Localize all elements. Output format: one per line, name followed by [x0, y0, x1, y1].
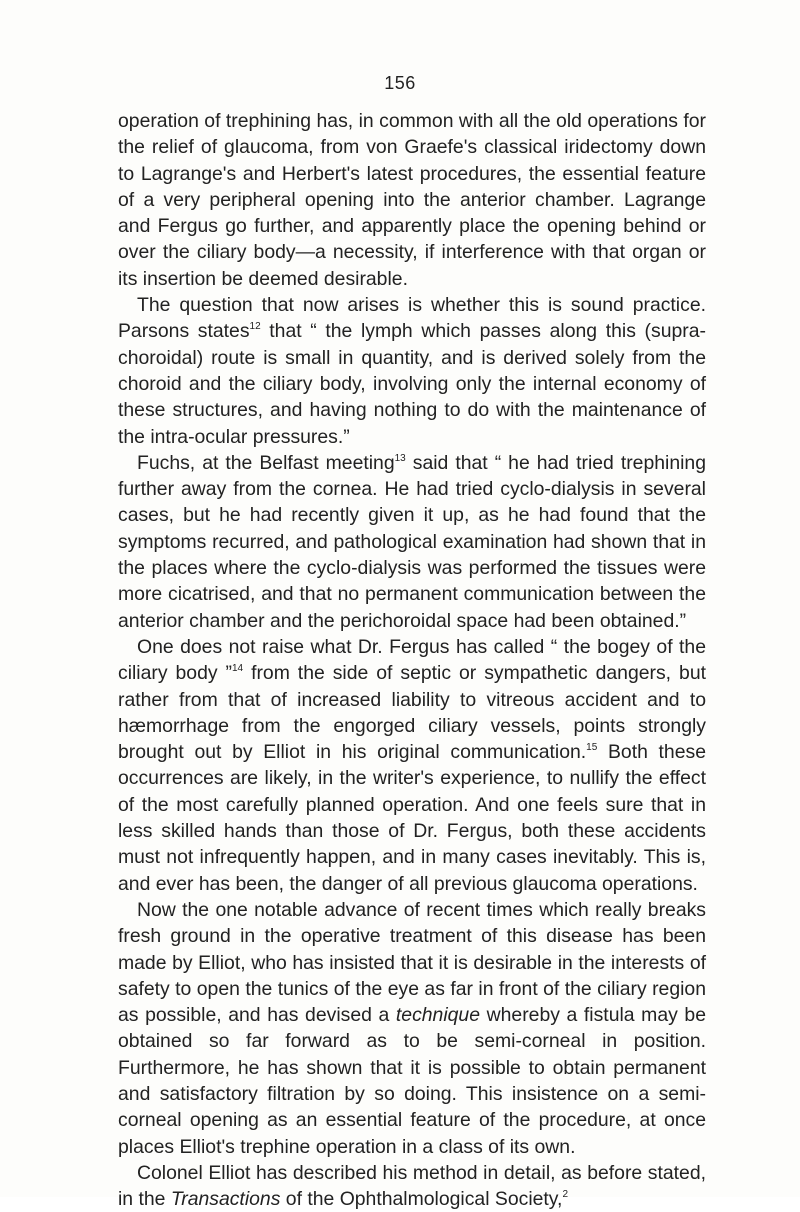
paragraph-2: [118, 292, 706, 450]
footnote-ref-2: 2: [562, 1189, 569, 1201]
paragraph-4-text-c: Both these occurrences are likely, in the writer's experience, to nullify the effect of the most carefully planned operation. And one feels sure that in less skilled hands than those of Dr. Fergus, both these accidents must not infrequently happen, and in many cases inevitably. This is, and ever has been, the danger of all previous glaucoma operations.: [118, 741, 706, 895]
paragraph-6-text-a: Colonel Elliot has described his method in detail, as before stated, in the: [118, 1161, 706, 1211]
footnote-ref-13: 13: [394, 452, 406, 464]
footnote-ref-14: 14: [231, 663, 244, 675]
paragraph-4-text-a: One does not raise what Dr. Fergus has called “ the bogey of the ciliary body ”: [118, 635, 706, 685]
page-number: 156: [384, 73, 416, 93]
body-text: [118, 108, 706, 1212]
paragraph-4-text-b: from the side of septic or sympathetic dangers, but rather from that of increased liability to vitreous accident and to hæmorrhage from the engorged ciliary vessels, points strongly brought out by Elliot in his original communication.: [118, 662, 706, 764]
paragraph-3: [118, 450, 706, 634]
paragraph-4: [118, 634, 706, 897]
paragraph-3-text-a: Fuchs, at the Belfast meeting: [137, 451, 395, 474]
footnote-ref-15: 15: [586, 742, 598, 754]
paragraph-6: [118, 1160, 706, 1212]
paragraph-6-text-b: of the Ophthalmological Society,: [280, 1188, 563, 1211]
italic-transactions: Transactions: [170, 1188, 281, 1211]
paragraph-5-text-a: Now the one notable advance of recent times which really breaks fresh ground in the operative treatment of this disease has been made by Elliot, who has insisted that it is desirable in the interests of safety to open the tunics of the eye as far in front of the ciliary region as possible, and has devised a: [118, 898, 706, 1027]
paragraph-2-text-b: that “ the lymph which passes along this (supra-choroidal) route is small in quantity, and is derived solely from the choroid and the ciliary body, involving only the internal economy of these structures, and having nothing to do with the maintenance of the intra-ocular pressures.”: [118, 320, 706, 448]
italic-technique: technique: [395, 1004, 481, 1027]
paragraph-1: operation of trephining has, in common with all the old operations for the relief of glaucoma, from von Graefe's classical iridectomy down to Lagrange's and Herbert's latest procedures, the essential feature of a very peripheral opening into the anterior chamber. Lagrange and Fergus go further, and apparently place the opening behind or over the ciliary body—a necessity, if interference with that organ or its insertion be deemed desirable.: [118, 110, 706, 290]
paragraph-2-text-a: The question that now arises is whether this is sound practice. Parsons states: [118, 294, 706, 343]
footnote-ref-12: 12: [249, 321, 261, 333]
paragraph-5: [118, 897, 706, 1160]
paragraph-5-text-b: whereby a fistula may be obtained so far forward as to be semi-corneal in position. Furthermore, he has shown that it is possible to obtain permanent and satisfactory filtration by so doing. This insistence on a semi-corneal opening as an essential feature of the procedure, at once places Elliot's trephine operation in a class of its own.: [118, 1004, 706, 1158]
paragraph-3-text-b: said that “ he had tried trephining further away from the cornea. He had tried cyclo-dialysis in several cases, but he had recently given it up, as he had found that the symptoms recurred, and pathological examination had shown that in the places where the cyclo-dialysis was performed the tissues were more cicatrised, and that no permanent communication between the anterior chamber and the perichoroidal space had been obtained.”: [118, 451, 706, 632]
